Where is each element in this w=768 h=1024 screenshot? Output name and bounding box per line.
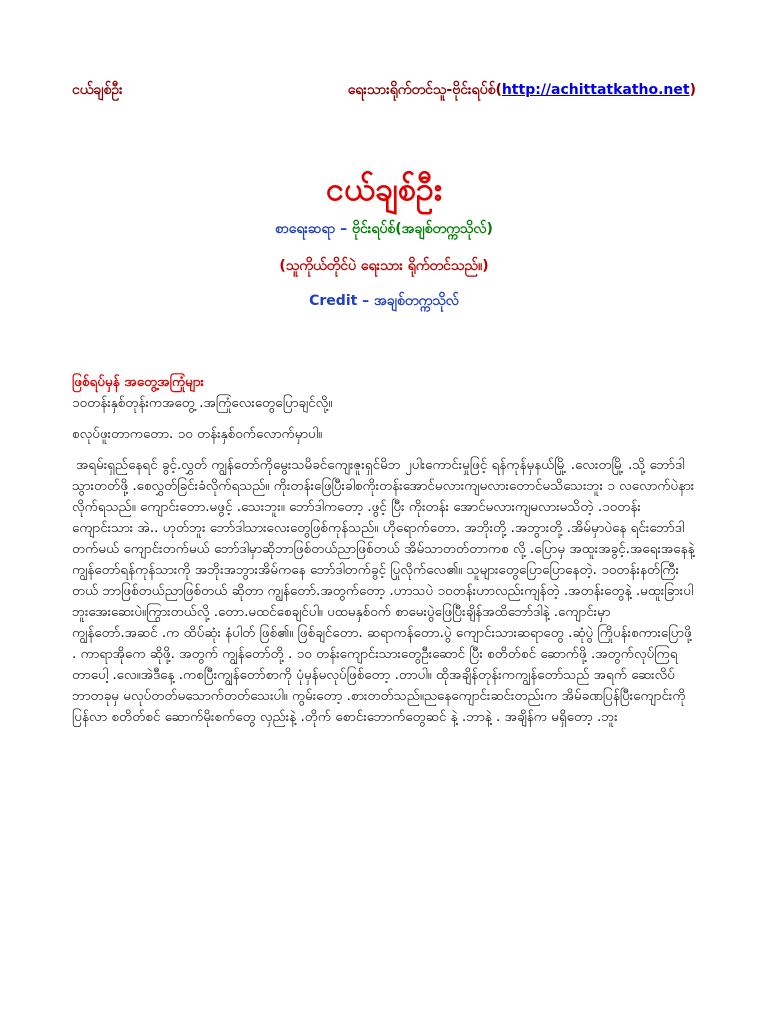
note-line: (သူကိုယ်တိုင်ပဲ ရေးသား ရိုက်တင်သည်။): [279, 258, 489, 274]
title-block: [0, 165, 768, 312]
header-author-text: ရေးသားရိုက်တင်သူ-ဗိုင်းရပ်စ်(: [347, 81, 502, 98]
paragraph-2: စလုပ်ဖူးတာကတော. ၁၀ တန်းနှစ်ဝက်လောက်မှာပါ။: [72, 426, 323, 442]
header-author: [348, 80, 696, 101]
paragraph-3: အရမ်းရှည်နေရင် ခွင့်.လွှတ် ကျွန်တော်ကိုမွေးသမိခင်ကျေးဇူးရှင်မိဘ ၂ပါးကောင်းမှုဖြင့် ရန်ကုန်မှနယ်မြို့ .လေးတမြို့ .သို့ ဘော်ဒါသွားတတ်ဖို့ .စေလွှတ်ခြင်းခံလိုက်ရသည်။ ကိုးတန်းဖြေပြီးခါစကိုးတန်းအောင်မလားကျမလားတောင်မသိသေးဘူး ၁ လလောက်ပဲနားလိုက်ရသည်။ ကျောင်းတော.မဖွင့် .သေးဘူး။ ဘော်ဒါကတော့ .ဖွင့် ပြီး ကိုးတန်း အောင်မလားကျမလားမသိတဲ့ .၁၀တန်းကျောင်းသား အဲ.. ဟုတ်ဘူး ဘော်ဒါသားလေးတွေဖြစ်ကုန်သည်။ ဟိုရောက်တော. အဘိုးတို့ .အဘွားတို့ .အိမ်မှာပဲနေ ရင်းဘော်ဒါတက်မယ် ကျောင်းတက်မယ် ဘော်ဒါမှာဆိုဘာဖြစ်တယ်ညာဖြစ်တယ် အိမ်သာတတ်တာကစ လို့ .ပြောမှ အထူးအခွင့်.အရေးအနေနဲ့ကျွန်တော်ရန်ကုန်သားကို အဘိုးအဘွားအိမ်ကနေ ဘော်ဒါတက်ခွင့် ပြုလိုက်လေ၏။ သူများတွေပြောပြောနေတဲ့. ၁၀တန်းနတ်ကြီးတယ် ဘာဖြစ်တယ်ညာဖြစ်တယ် ဆိုတာ ကျွန်တော်.အတွက်တော့ .ဟာသပဲ ၁၀တန်းဟာလည်းကျန်တဲ့ .အတန်းတွေနဲ့ .မထူးခြားပါဘူးအေးဆေးပဲ။ကြွားတယ်လို့ .တော.မထင်စေချင်ပါ။ ပထမနှစ်ဝက် စာမေးပွဲဖြေပြီးချိန်အထိဘော်ဒါနဲ့ .ကျောင်းမှာ ကျွန်တော်.အဆင် .က ထိပ်ဆုံး နံပါတ် ဖြစ်၏။ ဖြစ်ချင်တော. ဆရာကန်တော.ပွဲ ကျောင်းသားဆရာတွေ .ဆုံပွဲ ကြိုပန်းစကားပြောဖို့ . ကာရာအိုကေ ဆိုဖို့. အတွက် ကျွန်တော်တို့ . ၁၀ တန်းကျောင်းသားတွေဦးဆောင် ပြီး စတိတ်စင် ဆောက်ဖို့ .အတွက်လုပ်ကြရတာပေါ့ .လေ။အဲဒီနေ့ .ကစပြီးကျွန်တော်စာကို ပုံမှန်မလုပ်ဖြစ်တော့ .တာပါ။ ထိုအချိန်တုန်းကကျွန်တော်သည် အရက် ဆေးလိပ် ဘာတခုမှ မလုပ်တတ်မသောက်တတ်သေးပါ။ ကွမ်းတော့ .စားတတ်သည်။ညနေကျောင်းဆင်းတည်းက အိမ်ခဏပြန်ပြီးကျောင်းကိုပြန်လာ စတိတ်စင် ဆောက်မိုးစက်တွေ လှည်းနဲ့ .တိုက် စောင်းဘောက်တွေဆင် နဲ့ .ဘာနဲ့ . အချိန်က မရှိတော့ .ဘူး: [72, 457, 695, 725]
author-prefix: စာရေးဆရာ –: [275, 221, 348, 237]
main-title: ငယ်ချစ်ဦး: [326, 170, 442, 208]
author-line: [0, 219, 768, 240]
story-body: [72, 372, 696, 738]
header-website-link[interactable]: http://achittatkatho.net: [501, 82, 690, 98]
author-name: ဗိုင်းရပ်စ်(အချစ်တက္ကသိုလ်): [352, 221, 493, 237]
credit-line: Credit – အချစ်တက္ကသိုလ်: [309, 293, 459, 309]
page-header: [72, 78, 696, 102]
section-heading: ဖြစ်ရပ်မှန် အတွေ့အကြုံများ: [72, 374, 204, 390]
paragraph-1: ၁၀တန်းနှစ်တုန်းကအတွေ့ .အကြုံလေးတွေပြောချင်လို့။: [72, 395, 333, 411]
header-title: ငယ်ချစ်ဦး: [72, 81, 123, 98]
header-close-paren: ): [689, 82, 696, 98]
